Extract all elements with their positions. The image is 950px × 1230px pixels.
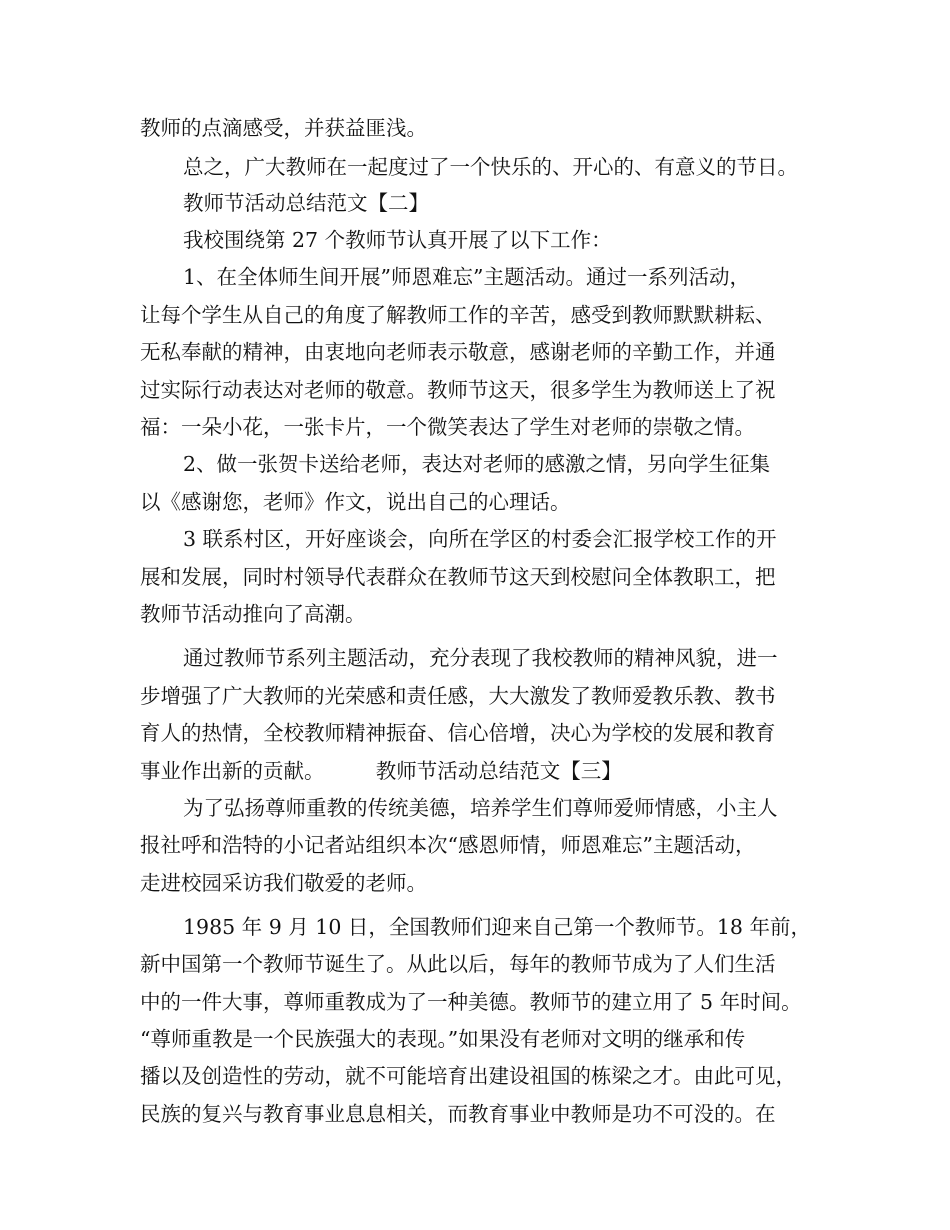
text-line: 中的一件大事，尊师重教成为了一种美德。教师节的建立用了 5 年时间。	[140, 990, 802, 1014]
text-line: 报社呼和浩特的小记者站组织本次“感恩师情，师恩难忘”主题活动，	[140, 833, 756, 857]
text-line: 无私奉献的精神，由衷地向老师表示敬意，感谢老师的辛勤工作，并通	[140, 340, 776, 364]
text-line: 让每个学生从自己的角度了解教师工作的辛苦，感受到教师默默耕耘、	[140, 303, 776, 327]
text-line: 为了弘扬尊师重教的传统美德，培养学生们尊师爱师情感，小主人	[183, 796, 778, 820]
text-line: 步增强了广大教师的光荣感和责任感，大大激发了教师爱教乐教、教书	[140, 684, 776, 708]
text-line: 事业作出新的贡献。 教师节活动总结范文【三】	[140, 759, 622, 783]
text-line: 3 联系村区，开好座谈会，向所在学区的村委会汇报学校工作的开	[183, 527, 777, 551]
text-line: 播以及创造性的劳动，就不可能培育出建设祖国的栋梁之才。由此可见，	[140, 1064, 796, 1088]
text-line: 民族的复兴与教育事业息息相关，而教育事业中教师是功不可没的。在	[140, 1102, 776, 1126]
text-line: 过实际行动表达对老师的敬意。教师节这天，很多学生为教师送上了祝	[140, 378, 776, 402]
text-line: 总之，广大教师在一起度过了一个快乐的、开心的、有意义的节日。	[183, 155, 798, 179]
text-line: 育人的热情，全校教师精神振奋、信心倍增，决心为学校的发展和教育	[140, 721, 776, 745]
text-line: “尊师重教是一个民族强大的表现。”如果没有老师对文明的继承和传	[140, 1027, 746, 1051]
text-line: 1985 年 9 月 10 日，全国教师们迎来自己第一个教师节。18 年前，	[183, 915, 811, 939]
text-line: 通过教师节系列主题活动，充分表现了我校教师的精神风貌，进一	[183, 646, 778, 670]
text-line: 以《感谢您，老师》作文，说出自己的心理话。	[140, 490, 571, 514]
text-line: 1、在全体师生间开展”师恩难忘”主题活动。通过一系列活动，	[183, 265, 751, 289]
section-heading: 教师节活动总结范文【二】	[183, 191, 429, 215]
text-line: 福：一朵小花，一张卡片，一个微笑表达了学生对老师的崇敬之情。	[140, 415, 755, 439]
text-line: 走进校园采访我们敬爱的老师。	[140, 871, 427, 895]
text-line: 2、做一张贺卡送给老师，表达对老师的感激之情，另向学生征集	[183, 452, 771, 476]
text-line: 教师的点滴感受，并获益匪浅。	[140, 116, 427, 140]
text-line: 我校围绕第 27 个教师节认真开展了以下工作：	[183, 228, 612, 252]
text-line: 教师节活动推向了高潮。	[140, 602, 366, 626]
text-line: 新中国第一个教师节诞生了。从此以后，每年的教师节成为了人们生活	[140, 952, 776, 976]
text-line: 展和发展，同时村领导代表群众在教师节这天到校慰问全体教职工，把	[140, 565, 776, 589]
